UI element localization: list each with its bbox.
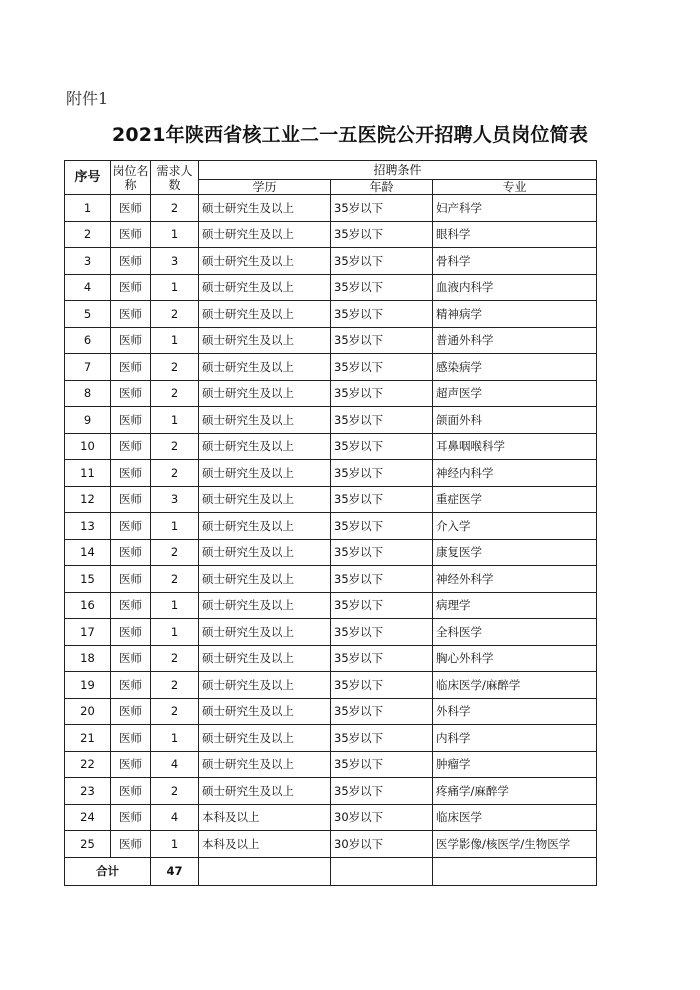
cell-count: 1	[151, 327, 199, 354]
cell-index: 12	[65, 486, 111, 513]
cell-age: 35岁以下	[331, 566, 433, 593]
cell-count: 2	[151, 645, 199, 672]
cell-position: 医师	[111, 380, 151, 407]
cell-education: 硕士研究生及以上	[199, 725, 331, 752]
table-row	[65, 698, 597, 725]
table-row	[65, 672, 597, 699]
cell-education: 硕士研究生及以上	[199, 513, 331, 540]
cell-education: 硕士研究生及以上	[199, 751, 331, 778]
cell-education: 本科及以上	[199, 831, 331, 858]
cell-major: 胸心外科学	[433, 645, 597, 672]
total-row	[65, 857, 597, 885]
cell-position: 医师	[111, 327, 151, 354]
cell-major: 肿瘤学	[433, 751, 597, 778]
cell-position: 医师	[111, 645, 151, 672]
cell-index: 16	[65, 592, 111, 619]
table-row	[65, 539, 597, 566]
cell-index: 7	[65, 354, 111, 381]
cell-age: 35岁以下	[331, 274, 433, 301]
header-major: 专业	[433, 180, 597, 195]
cell-count: 2	[151, 433, 199, 460]
cell-age: 35岁以下	[331, 513, 433, 540]
cell-count: 1	[151, 513, 199, 540]
cell-education: 硕士研究生及以上	[199, 433, 331, 460]
table-row	[65, 486, 597, 513]
cell-count: 1	[151, 221, 199, 248]
cell-major: 重症医学	[433, 486, 597, 513]
table-row	[65, 566, 597, 593]
cell-major: 临床医学	[433, 804, 597, 831]
cell-index: 22	[65, 751, 111, 778]
cell-major: 疼痛学/麻醉学	[433, 778, 597, 805]
cell-age: 35岁以下	[331, 486, 433, 513]
cell-count: 4	[151, 804, 199, 831]
cell-count: 2	[151, 778, 199, 805]
cell-age: 35岁以下	[331, 301, 433, 328]
cell-age: 35岁以下	[331, 751, 433, 778]
cell-education: 硕士研究生及以上	[199, 354, 331, 381]
table-row	[65, 778, 597, 805]
cell-age: 35岁以下	[331, 592, 433, 619]
cell-major: 精神病学	[433, 301, 597, 328]
cell-index: 18	[65, 645, 111, 672]
cell-count: 1	[151, 831, 199, 858]
cell-index: 8	[65, 380, 111, 407]
cell-age: 35岁以下	[331, 221, 433, 248]
cell-position: 医师	[111, 460, 151, 487]
cell-age: 35岁以下	[331, 195, 433, 222]
header-conditions: 招聘条件	[199, 161, 597, 180]
cell-index: 23	[65, 778, 111, 805]
attachment-label: 附件1	[66, 89, 109, 108]
header-age: 年龄	[331, 180, 433, 195]
table-row	[65, 751, 597, 778]
header-position: 岗位名称	[111, 161, 151, 195]
cell-age: 35岁以下	[331, 698, 433, 725]
cell-index: 13	[65, 513, 111, 540]
cell-index: 25	[65, 831, 111, 858]
header-education: 学历	[199, 180, 331, 195]
table-row	[65, 221, 597, 248]
cell-index: 15	[65, 566, 111, 593]
cell-age: 35岁以下	[331, 645, 433, 672]
cell-count: 2	[151, 301, 199, 328]
cell-major: 全科医学	[433, 619, 597, 646]
cell-education: 硕士研究生及以上	[199, 672, 331, 699]
cell-count: 2	[151, 354, 199, 381]
cell-age: 35岁以下	[331, 460, 433, 487]
cell-index: 17	[65, 619, 111, 646]
cell-position: 医师	[111, 566, 151, 593]
table-row	[65, 619, 597, 646]
table-row	[65, 513, 597, 540]
cell-major: 内科学	[433, 725, 597, 752]
cell-position: 医师	[111, 486, 151, 513]
cell-age: 30岁以下	[331, 831, 433, 858]
cell-education: 硕士研究生及以上	[199, 327, 331, 354]
table-row	[65, 274, 597, 301]
cell-major: 妇产科学	[433, 195, 597, 222]
table-row	[65, 407, 597, 434]
table-row	[65, 248, 597, 275]
cell-major: 耳鼻咽喉科学	[433, 433, 597, 460]
page-title: 2021年陕西省核工业二一五医院公开招聘人员岗位简表	[111, 124, 589, 146]
cell-position: 医师	[111, 301, 151, 328]
cell-age: 35岁以下	[331, 407, 433, 434]
cell-age: 35岁以下	[331, 672, 433, 699]
cell-index: 19	[65, 672, 111, 699]
cell-major: 神经内科学	[433, 460, 597, 487]
cell-major: 外科学	[433, 698, 597, 725]
cell-position: 医师	[111, 513, 151, 540]
cell-position: 医师	[111, 751, 151, 778]
cell-index: 3	[65, 248, 111, 275]
cell-major: 血液内科学	[433, 274, 597, 301]
cell-count: 2	[151, 380, 199, 407]
total-empty-cell	[433, 857, 597, 885]
cell-index: 14	[65, 539, 111, 566]
cell-major: 感染病学	[433, 354, 597, 381]
total-label: 合计	[65, 857, 151, 885]
cell-count: 2	[151, 460, 199, 487]
cell-education: 硕士研究生及以上	[199, 301, 331, 328]
cell-education: 硕士研究生及以上	[199, 195, 331, 222]
cell-education: 硕士研究生及以上	[199, 566, 331, 593]
cell-position: 医师	[111, 672, 151, 699]
table-row	[65, 327, 597, 354]
cell-age: 35岁以下	[331, 327, 433, 354]
cell-age: 35岁以下	[331, 248, 433, 275]
table-row	[65, 380, 597, 407]
cell-age: 30岁以下	[331, 804, 433, 831]
cell-education: 硕士研究生及以上	[199, 248, 331, 275]
cell-education: 硕士研究生及以上	[199, 592, 331, 619]
cell-major: 医学影像/核医学/生物医学	[433, 831, 597, 858]
cell-education: 硕士研究生及以上	[199, 380, 331, 407]
cell-index: 5	[65, 301, 111, 328]
table-row	[65, 301, 597, 328]
table-row	[65, 645, 597, 672]
cell-age: 35岁以下	[331, 380, 433, 407]
cell-count: 3	[151, 248, 199, 275]
cell-count: 2	[151, 539, 199, 566]
cell-age: 35岁以下	[331, 619, 433, 646]
cell-index: 9	[65, 407, 111, 434]
table-row	[65, 592, 597, 619]
cell-major: 超声医学	[433, 380, 597, 407]
cell-position: 医师	[111, 778, 151, 805]
table-row	[65, 831, 597, 858]
cell-age: 35岁以下	[331, 778, 433, 805]
cell-index: 20	[65, 698, 111, 725]
cell-major: 眼科学	[433, 221, 597, 248]
cell-index: 24	[65, 804, 111, 831]
cell-major: 临床医学/麻醉学	[433, 672, 597, 699]
cell-education: 硕士研究生及以上	[199, 778, 331, 805]
cell-major: 骨科学	[433, 248, 597, 275]
cell-education: 硕士研究生及以上	[199, 486, 331, 513]
cell-education: 硕士研究生及以上	[199, 645, 331, 672]
cell-position: 医师	[111, 433, 151, 460]
cell-position: 医师	[111, 248, 151, 275]
cell-index: 2	[65, 221, 111, 248]
cell-education: 硕士研究生及以上	[199, 539, 331, 566]
cell-count: 2	[151, 698, 199, 725]
cell-count: 4	[151, 751, 199, 778]
cell-index: 11	[65, 460, 111, 487]
cell-education: 硕士研究生及以上	[199, 619, 331, 646]
cell-position: 医师	[111, 592, 151, 619]
cell-education: 硕士研究生及以上	[199, 274, 331, 301]
cell-count: 2	[151, 195, 199, 222]
cell-index: 21	[65, 725, 111, 752]
recruitment-table	[64, 160, 597, 886]
cell-major: 颌面外科	[433, 407, 597, 434]
cell-position: 医师	[111, 274, 151, 301]
cell-major: 介入学	[433, 513, 597, 540]
cell-position: 医师	[111, 407, 151, 434]
table-row	[65, 460, 597, 487]
cell-index: 1	[65, 195, 111, 222]
table-row	[65, 195, 597, 222]
cell-position: 医师	[111, 831, 151, 858]
cell-count: 1	[151, 407, 199, 434]
cell-count: 1	[151, 619, 199, 646]
cell-position: 医师	[111, 804, 151, 831]
cell-index: 10	[65, 433, 111, 460]
cell-major: 神经外科学	[433, 566, 597, 593]
cell-position: 医师	[111, 354, 151, 381]
cell-position: 医师	[111, 195, 151, 222]
cell-age: 35岁以下	[331, 433, 433, 460]
cell-position: 医师	[111, 539, 151, 566]
cell-count: 1	[151, 725, 199, 752]
cell-position: 医师	[111, 725, 151, 752]
cell-index: 6	[65, 327, 111, 354]
table-row	[65, 804, 597, 831]
cell-major: 普通外科学	[433, 327, 597, 354]
cell-education: 硕士研究生及以上	[199, 221, 331, 248]
cell-education: 硕士研究生及以上	[199, 460, 331, 487]
header-index: 序号	[65, 161, 111, 195]
cell-age: 35岁以下	[331, 725, 433, 752]
cell-age: 35岁以下	[331, 354, 433, 381]
cell-count: 2	[151, 672, 199, 699]
cell-position: 医师	[111, 698, 151, 725]
cell-count: 1	[151, 592, 199, 619]
total-empty-cell	[331, 857, 433, 885]
cell-count: 2	[151, 566, 199, 593]
table-row	[65, 725, 597, 752]
cell-position: 医师	[111, 221, 151, 248]
cell-education: 本科及以上	[199, 804, 331, 831]
cell-age: 35岁以下	[331, 539, 433, 566]
cell-major: 康复医学	[433, 539, 597, 566]
cell-education: 硕士研究生及以上	[199, 407, 331, 434]
table-row	[65, 433, 597, 460]
cell-major: 病理学	[433, 592, 597, 619]
total-value: 47	[151, 857, 199, 885]
cell-count: 1	[151, 274, 199, 301]
cell-count: 3	[151, 486, 199, 513]
table-row	[65, 354, 597, 381]
total-empty-cell	[199, 857, 331, 885]
cell-education: 硕士研究生及以上	[199, 698, 331, 725]
header-count: 需求人数	[151, 161, 199, 195]
cell-index: 4	[65, 274, 111, 301]
cell-position: 医师	[111, 619, 151, 646]
